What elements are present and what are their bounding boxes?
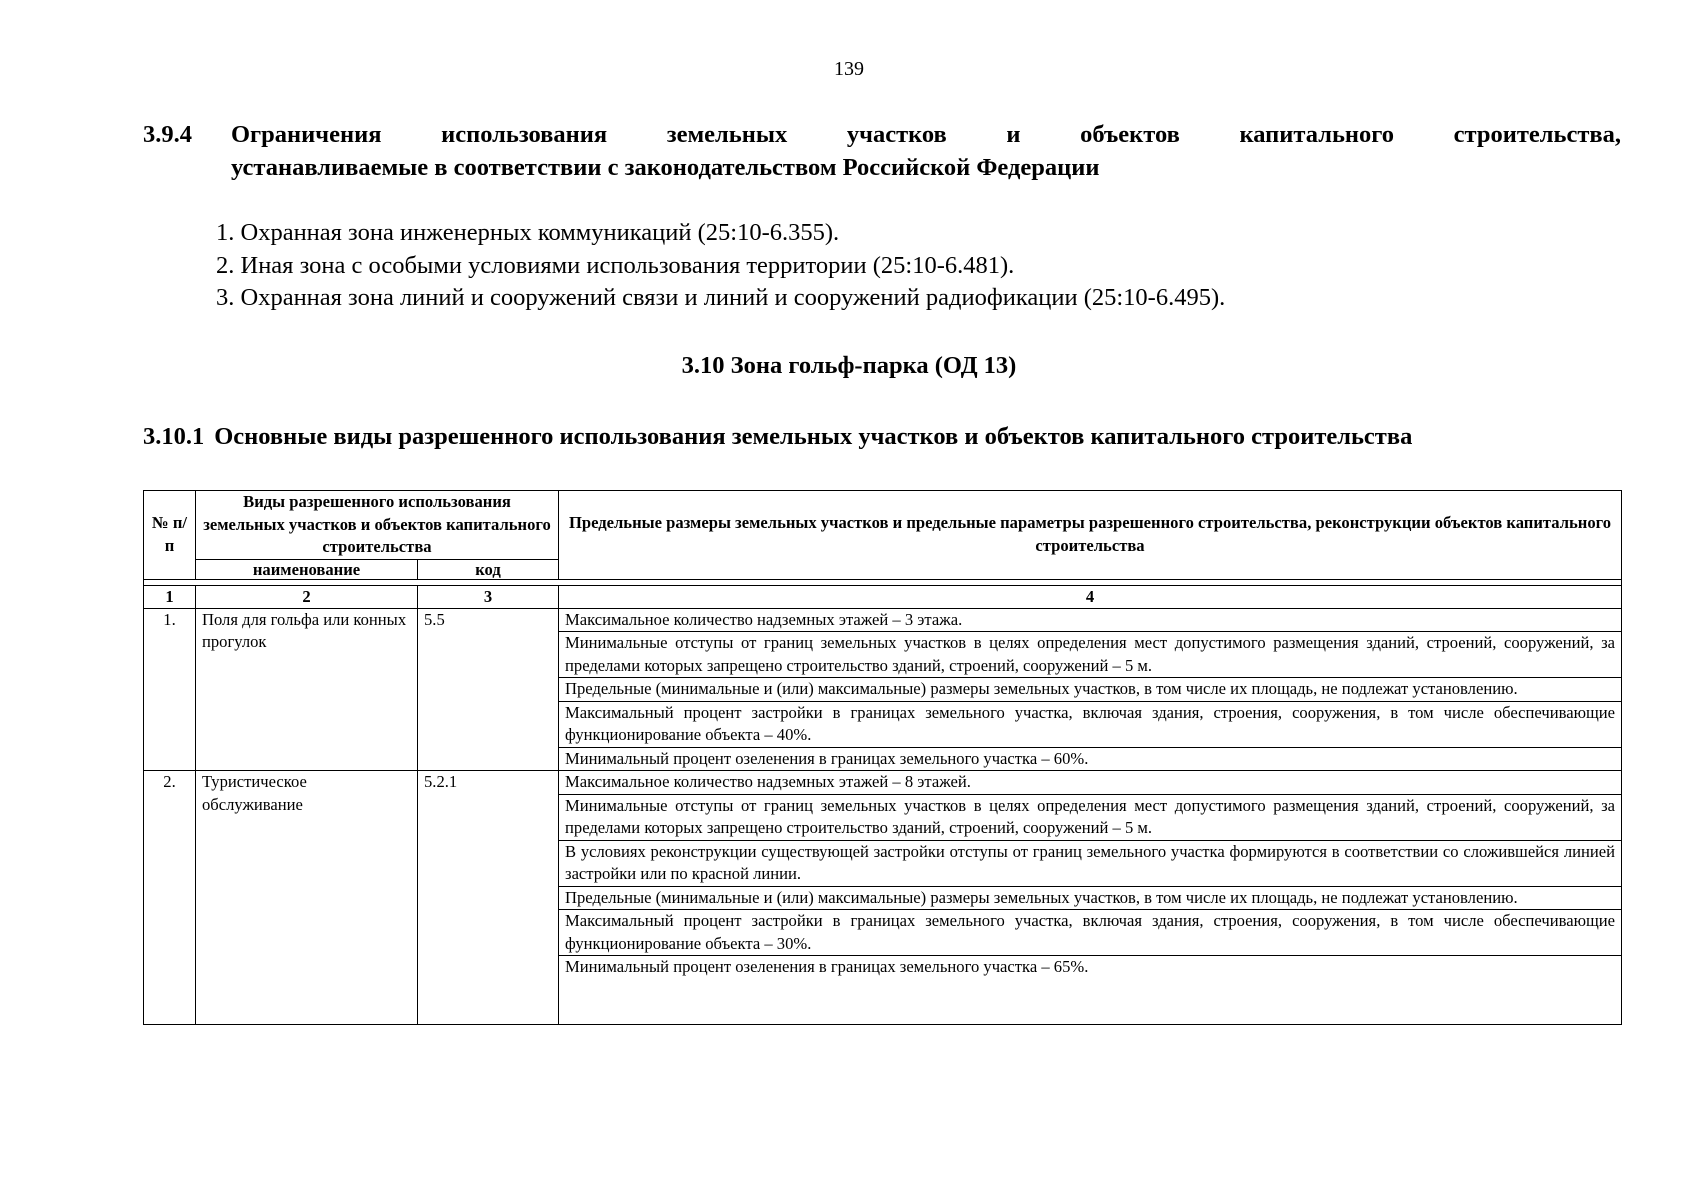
section-heading-3-10-1 [143, 423, 1412, 451]
parameter-cell: В условиях реконструкции существующей застройки отступы от границ земельного участка формируются в соответствии со сложившейся линией застройки или по красной линии. [559, 840, 1622, 886]
parameter-cell: Максимальное количество надземных этажей – 8 этажей. [559, 771, 1622, 795]
restriction-item: 3. Охранная зона линий и сооружений связи и линий и сооружений радиофикации (25:10-6.495). [216, 284, 1226, 311]
table-row [144, 608, 1622, 632]
header-kinds: Виды разрешенного использования земельных участков и объектов капитального строительства [196, 491, 559, 560]
parameter-cell: Минимальные отступы от границ земельных участков в целях определения мест допустимого размещения зданий, строений, сооружений, за пределами которых запрещено строительство зданий, строений, сооружений – 5 м. [559, 794, 1622, 840]
parameter-cell: Предельные (минимальные и (или) максимальные) размеры земельных участков, в том числе их площадь, не подлежат установлению. [559, 886, 1622, 910]
use-code: 5.5 [418, 608, 559, 771]
use-code: 5.2.1 [418, 771, 559, 1025]
parameter-cell: Минимальный процент озеленения в границах земельного участка – 60%. [559, 747, 1622, 771]
section-title: Основные виды разрешенного использования земельных участков и объектов капитального строительства [214, 423, 1413, 450]
table-header-row [144, 491, 1622, 560]
table-row [144, 771, 1622, 795]
column-number-row [144, 585, 1622, 608]
section-title-line-1: Ограничения использования земельных участков и объектов капитального строительства, [231, 121, 1621, 148]
restrictions-list [216, 217, 1225, 315]
zone-title: 3.10 Зона гольф-парка (ОД 13) [681, 352, 1017, 379]
parameter-cell: Минимальный процент озеленения в границах земельного участка – 65%. [559, 956, 1622, 1025]
use-name: Туристическое обслуживание [196, 771, 418, 1025]
header-num: № п/п [144, 491, 196, 580]
parameter-cell: Максимальный процент застройки в границах земельного участка, включая здания, строения, сооружения, в том числе обеспечивающие функционирование объекта – 30%. [559, 910, 1622, 956]
header-code: код [418, 559, 559, 579]
use-name: Поля для гольфа или конных прогулок [196, 608, 418, 771]
header-params: Предельные размеры земельных участков и предельные параметры разрешенного строительства, реконструкции объектов капитального строительства [559, 491, 1622, 580]
parameter-cell: Максимальное количество надземных этажей – 3 этажа. [559, 608, 1622, 632]
column-number: 2 [196, 585, 418, 608]
row-number: 2. [144, 771, 196, 1025]
section-number: 3.9.4 [143, 121, 192, 148]
column-number: 4 [559, 585, 1622, 608]
header-name: наименование [196, 559, 418, 579]
row-number: 1. [144, 608, 196, 771]
column-number: 1 [144, 585, 196, 608]
section-title-line-2: устанавливаемые в соответствии с законодательством Российской Федерации [231, 154, 1100, 181]
restriction-item: 2. Иная зона с особыми условиями использования территории (25:10-6.481). [216, 251, 1015, 279]
parameter-cell: Предельные (минимальные и (или) максимальные) размеры земельных участков, в том числе их площадь, не подлежат установлению. [559, 678, 1622, 702]
parameter-cell: Минимальные отступы от границ земельных участков в целях определения мест допустимого размещения зданий, строений, сооружений, за пределами которых запрещено строительство зданий, строений, сооружений – 5 м. [559, 632, 1622, 678]
restriction-item: 1. Охранная зона инженерных коммуникаций (25:10-6.355). [216, 219, 840, 246]
permitted-use-table [143, 490, 1622, 1025]
section-number: 3.10.1 [143, 423, 205, 450]
page-number: 139 [834, 58, 864, 80]
section-heading-3-9-4 [143, 118, 1621, 184]
parameter-cell: Максимальный процент застройки в границах земельного участка, включая здания, строения, сооружения, в том числе обеспечивающие функционирование объекта – 40%. [559, 701, 1622, 747]
column-number: 3 [418, 585, 559, 608]
